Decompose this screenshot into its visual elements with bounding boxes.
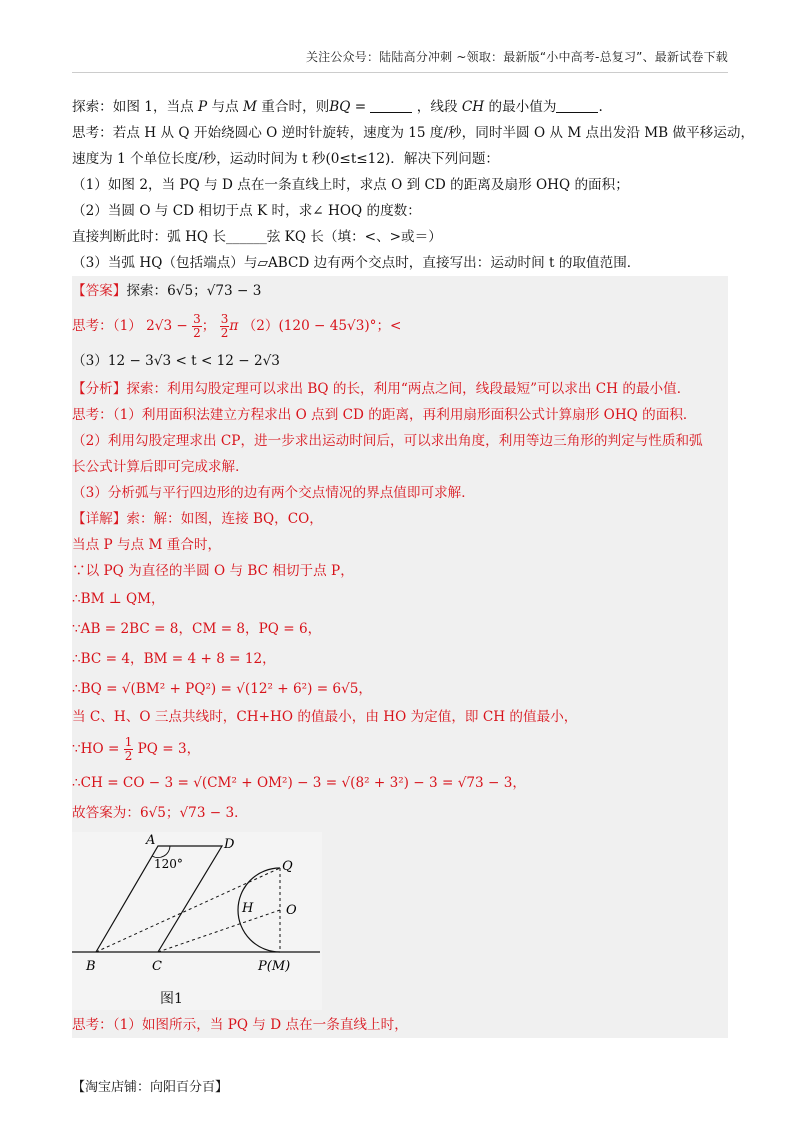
detail-line-11: 故答案为：6√5；√73 − 3． bbox=[72, 805, 248, 821]
var-p: P bbox=[198, 99, 208, 115]
detail-line-4: ∴BM ⊥ QM， bbox=[72, 591, 165, 607]
explore-text: 与点 bbox=[207, 99, 244, 115]
answer-explore bbox=[72, 276, 728, 306]
detail-line-8: 当 C、H、O 三点共线时，CH+HO 的值最小，由 HO 为定值，即 CH 的值最小， bbox=[72, 709, 578, 725]
page-footer: 【淘宝店铺：向阳百分百】 bbox=[72, 1080, 229, 1095]
detail-line-1: 【详解】索：解：如图，连接 BQ，CO， bbox=[72, 511, 323, 527]
analysis-label: 【分析】 bbox=[72, 381, 127, 397]
detail-label: 【详解】 bbox=[72, 511, 127, 527]
detail-line-5: ∵AB = 2BC = 8，CM = 8，PQ = 6， bbox=[72, 621, 322, 637]
label-o: O bbox=[286, 903, 297, 918]
fraction: $\frac{3}{2}$ bbox=[220, 312, 229, 340]
answer-explore-value: 探索：6√5；√73 − 3 bbox=[126, 283, 262, 299]
answer-think-2-sign: ；< bbox=[376, 318, 402, 334]
detail-line-2: 当点 P 与点 M 重合时， bbox=[72, 537, 222, 553]
pi-symbol: π bbox=[229, 318, 239, 334]
detail-line-3: ∵以 PQ 为直径的半圆 O 与 BC 相切于点 P， bbox=[72, 563, 354, 579]
answer-think-2-label: （2） bbox=[242, 318, 279, 334]
label-angle: 120° bbox=[154, 857, 183, 871]
detail-line-10: ∴CH = CO − 3 = √(CM² + OM²) − 3 = √(8² + 3²) − 3 = √73 − 3， bbox=[72, 775, 526, 791]
document-body bbox=[72, 94, 755, 1038]
label-a: A bbox=[146, 833, 156, 848]
explore-text: 重合时，则 bbox=[256, 99, 330, 115]
analysis-line-5: （3）分析弧与平行四边形的边有两个交点情况的界点值即可求解． bbox=[72, 485, 475, 501]
label-h: H bbox=[242, 901, 254, 916]
question-1: （1）如图 2，当 PQ 与 D 点在一条直线上时，求点 O 到 CD 的距离及扇形 OHQ 的面积； bbox=[72, 177, 629, 193]
var-ch: CH bbox=[461, 99, 485, 115]
label-q: Q bbox=[282, 859, 293, 874]
analysis-line-3: （2）利用勾股定理求出 CP，进一步求出运动时间后，可以求出角度，利用等边三角形的判定与性质和弧 bbox=[72, 433, 703, 449]
answer-label: 【答案】 bbox=[72, 283, 127, 299]
label-b: B bbox=[86, 959, 96, 974]
answer-block bbox=[72, 276, 728, 1038]
judge-line: 直接判断此时：弧 HQ 长______弦 KQ 长（填：<、>或＝） bbox=[72, 229, 442, 245]
figure-1 bbox=[72, 832, 322, 1010]
fraction: $\frac{1}{2}$ bbox=[124, 735, 133, 763]
after-figure-line: 思考：（1）如图所示，当 PQ 与 D 点在一条直线上时， bbox=[72, 1017, 408, 1033]
label-pm: P(M) bbox=[258, 959, 291, 974]
explore-text: 的最小值为 bbox=[484, 99, 557, 115]
answer-think-1: 2√3 − bbox=[146, 318, 188, 334]
figure-caption: 图1 bbox=[160, 991, 183, 1007]
segment-co bbox=[158, 910, 280, 952]
page-header: 关注公众号：陆陆高分冲刺 ~领取：最新版“小中高考-总复习”、最新试卷下载 bbox=[305, 50, 728, 64]
explore-text: . bbox=[598, 99, 603, 115]
answer-think-3: （3）12 − 3√3 < t < 12 − 2√3 bbox=[72, 353, 280, 369]
var-bq: BQ bbox=[329, 99, 351, 115]
geometry-diagram bbox=[72, 832, 322, 1010]
answer-think-label: 思考：（1） bbox=[72, 318, 142, 334]
label-d: D bbox=[224, 837, 235, 852]
explore-question bbox=[72, 94, 728, 120]
analysis-line-2: 思考：（1）利用面积法建立方程求出 O 点到 CD 的距离，再利用扇形面积公式计算扇形 OHQ 的面积． bbox=[72, 407, 697, 423]
detail-line-9: ∵HO = $\frac{1}{2}$ PQ = 3， bbox=[72, 735, 201, 763]
think-line-2: 速度为 1 个单位长度/秒，运动时间为 t 秒(0≤t≤12)．解决下列问题： bbox=[72, 151, 500, 167]
explore-text: ，线段 bbox=[412, 99, 462, 115]
question-3: （3）当弧 HQ（包括端点）与▱ABCD 边有两个交点时，直接写出：运动时间 t 的取值范围． bbox=[72, 255, 641, 271]
detail-line-6: ∴BC = 4，BM = 4 + 8 = 12， bbox=[72, 651, 276, 667]
answer-think-2: (120 − 45√3)° bbox=[278, 318, 377, 334]
question-2: （2）当圆 O 与 CD 相切于点 K 时，求∠ HOQ 的度数： bbox=[72, 203, 421, 219]
var-m: M bbox=[243, 99, 257, 115]
fraction: $\frac{3}{2}$ bbox=[193, 312, 201, 340]
analysis-line-4: 长公式计算后即可完成求解． bbox=[72, 459, 249, 475]
detail-line-7: ∴BQ = √(BM² + PQ²) = √(12² + 6²) = 6√5， bbox=[72, 681, 372, 697]
explore-text: = bbox=[350, 99, 371, 115]
label-c: C bbox=[152, 959, 162, 974]
analysis-line-1: 【分析】探索：利用勾股定理可以求出 BQ 的长，利用“两点之间，线段最短”可以求出 CH 的最小值． bbox=[72, 381, 691, 397]
explore-text: 探索：如图 1，当点 bbox=[72, 99, 199, 115]
answer-blank bbox=[370, 96, 412, 113]
header-divider bbox=[72, 72, 728, 73]
think-line-1: 思考：若点 H 从 Q 开始绕圆心 O 逆时针旋转，速度为 15 度/秒，同时半圆 O 从 M 点出发沿 MB 做平移运动， bbox=[72, 125, 755, 141]
answer-think: 思考：（1） 2√3 − $\frac{3}{2}$ ； $\frac{3}{2}$ π （2）(120 − 45√3)°；< bbox=[72, 312, 402, 340]
answer-blank bbox=[556, 96, 598, 113]
